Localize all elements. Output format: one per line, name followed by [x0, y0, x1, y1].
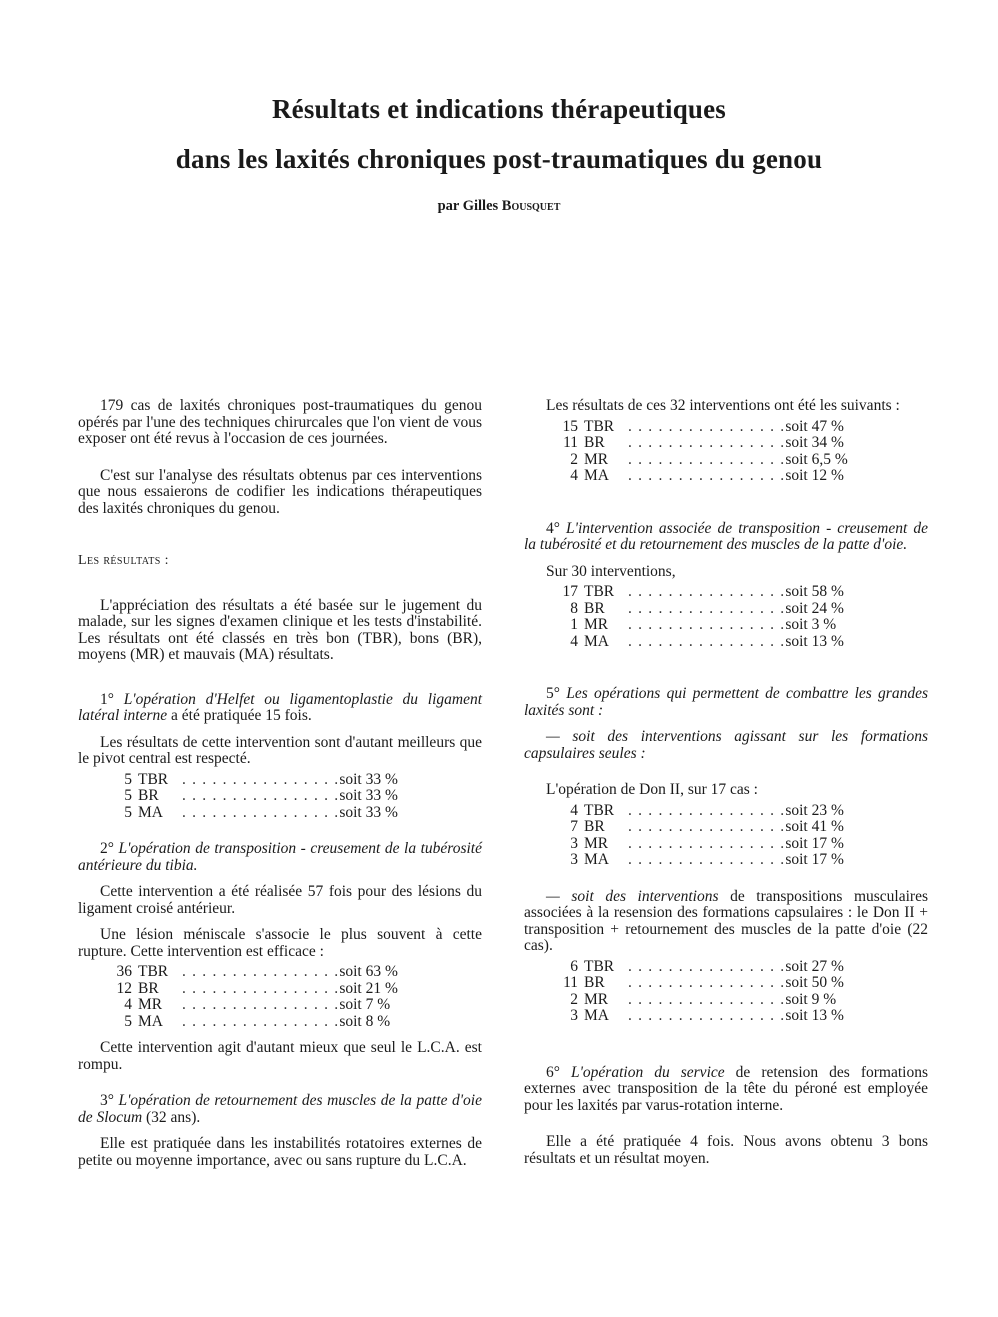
op3-results-intro: Les résultats de ces 32 interventions ont été les suivants : [546, 397, 900, 414]
result-value: soit 33 % [339, 787, 398, 804]
result-count: 36 [116, 963, 132, 980]
result-row [78, 788, 482, 805]
result-count: 7 [570, 818, 578, 835]
op3-title: L'opération de retournement des muscles de la patte d'oie de Slocum [78, 1092, 482, 1126]
dot-leader: . . . . . . . . . . . . . . . . [182, 980, 340, 997]
op5-results-table-1 [524, 803, 928, 869]
result-value: soit 9 % [785, 990, 837, 1008]
dot-leader: . . . . . . . . . . . . . . . . [628, 835, 786, 852]
op5-sub-2-italic: — soit des interventions [546, 887, 719, 905]
op4-text: Sur 30 interventions, [546, 562, 676, 580]
dot-leader: . . . . . . . . . . . . . . . . [628, 852, 786, 868]
result-count: 5 [124, 770, 132, 788]
result-row [524, 584, 928, 601]
result-count: 11 [563, 434, 578, 451]
result-row [524, 419, 928, 436]
dot-leader: . . . . . . . . . . . . . . . . [182, 1013, 340, 1030]
result-value: soit 13 % [785, 632, 844, 650]
result-row [78, 997, 482, 1014]
op1-title: L'opération d'Helfet ou ligamentoplastie du ligament latéral interne [78, 690, 483, 724]
op1-number: 1° [100, 690, 114, 708]
result-value: soit 23 % [785, 801, 844, 819]
result-category: TBR [584, 417, 615, 435]
result-value: soit 27 % [785, 957, 844, 975]
op1-rest: a été pratiquée 15 fois. [171, 707, 312, 724]
dot-leader: . . . . . . . . . . . . . . . . [628, 958, 786, 975]
title-line-1: Résultats et indications thérapeutiques [271, 94, 727, 124]
result-value: soit 33 % [339, 770, 398, 788]
result-count: 4 [570, 632, 578, 650]
result-value: soit 6,5 % [785, 450, 848, 468]
op6-number: 6° [546, 1063, 560, 1081]
result-value: soit 34 % [785, 434, 844, 451]
result-category: BR [138, 979, 159, 997]
result-row [524, 601, 928, 618]
op2-heading [78, 841, 482, 874]
op1-results-table [78, 772, 482, 822]
result-value: soit 3 % [785, 616, 837, 633]
dot-leader: . . . . . . . . . . . . . . . . [182, 804, 340, 821]
result-row [524, 819, 928, 836]
result-row [524, 803, 928, 820]
op4-heading [524, 521, 928, 554]
result-value: soit 8 % [339, 1012, 391, 1030]
result-count: 4 [570, 467, 578, 484]
dot-leader: . . . . . . . . . . . . . . . . [628, 418, 786, 435]
op5-sub-2 [524, 889, 928, 955]
result-value: soit 33 % [339, 803, 398, 821]
result-value: soit 17 % [785, 834, 844, 852]
op5-heading [524, 686, 928, 719]
dot-leader: . . . . . . . . . . . . . . . . [182, 997, 340, 1013]
result-row [78, 772, 482, 789]
result-row [524, 1008, 928, 1025]
result-row [524, 975, 928, 992]
result-category: TBR [584, 957, 615, 975]
author-name: Bousquet [501, 198, 561, 214]
result-count: 8 [570, 599, 578, 617]
right-column [524, 398, 928, 1167]
op4-number: 4° [546, 519, 560, 537]
op2-text-3: Cette intervention agit d'autant mieux que seul le L.C.A. est rompu. [78, 1039, 482, 1073]
result-value: soit 12 % [785, 467, 844, 484]
result-count: 4 [570, 801, 578, 819]
dot-leader: . . . . . . . . . . . . . . . . [628, 451, 786, 468]
result-category: MA [584, 632, 609, 650]
dot-leader: . . . . . . . . . . . . . . . . [628, 584, 786, 600]
op1-heading [78, 692, 482, 725]
result-row [524, 617, 928, 634]
result-category: MR [138, 996, 163, 1013]
result-category: TBR [138, 963, 169, 980]
op2-results-table [78, 964, 482, 1030]
op6-rest: de retension des formations externes avec transposition de la tête du péroné est employée pour les laxités par varus-rotation interne. [524, 1063, 929, 1114]
result-row [524, 452, 928, 469]
intro-paragraph-2: C'est sur l'analyse des résultats obtenus par ces interventions que nous essaierons de codifier les indications thérapeutiques des laxités chroniques du genou. [78, 466, 482, 517]
dot-leader: . . . . . . . . . . . . . . . . [628, 633, 786, 650]
result-count: 12 [116, 979, 132, 997]
result-row [78, 1014, 482, 1031]
op5-sub-2-rest: de transpositions musculaires associées à la resension des formations capsulaires : le Don II + transposition + retournement des muscles de la patte d'oie (22 cas). [524, 887, 929, 954]
result-count: 3 [570, 1007, 578, 1024]
result-value: soit 13 % [785, 1007, 844, 1024]
result-value: soit 47 % [785, 417, 844, 435]
result-count: 17 [562, 583, 578, 600]
result-count: 3 [570, 834, 578, 852]
op1-text: Les résultats de cette intervention sont d'autant meilleurs que le pivot central est respecté. [78, 733, 482, 767]
op3-results-table [524, 419, 928, 485]
result-value: soit 21 % [339, 979, 398, 997]
result-row [524, 836, 928, 853]
result-category: BR [138, 787, 159, 804]
result-row [524, 992, 928, 1009]
result-category: TBR [584, 583, 615, 600]
result-row [524, 959, 928, 976]
byline [0, 198, 998, 215]
op3-rest: (32 ans). [146, 1108, 201, 1126]
result-count: 2 [570, 990, 578, 1008]
byline-prefix: par Gilles [437, 198, 499, 214]
result-category: BR [584, 974, 605, 991]
result-count: 5 [124, 803, 132, 821]
op5-title: Les opérations qui permettent de combattre les grandes laxités sont : [524, 685, 929, 719]
result-value: soit 7 % [339, 996, 391, 1013]
op3-text: Elle est pratiquée dans les instabilités rotatoires externes de petite ou moyenne importance, avec ou sans rupture du L.C.A. [78, 1135, 482, 1169]
result-count: 3 [570, 851, 578, 868]
result-count: 11 [563, 974, 578, 991]
result-category: MA [584, 1007, 609, 1024]
dot-leader: . . . . . . . . . . . . . . . . [628, 617, 786, 633]
op5-sub-1: — soit des interventions agissant sur les formations capsulaires seules : [524, 728, 928, 762]
op5-text-1: L'opération de Don II, sur 17 cas : [546, 781, 758, 798]
op6-text: Elle a été pratiquée 4 fois. Nous avons obtenu 3 bons résultats et un résultat moyen. [524, 1133, 928, 1167]
result-category: BR [584, 599, 605, 617]
result-category: TBR [584, 801, 615, 819]
result-category: TBR [138, 770, 169, 788]
result-count: 6 [570, 957, 578, 975]
result-count: 15 [562, 417, 578, 435]
op6-title: L'opération du service [570, 1063, 725, 1081]
result-row [524, 435, 928, 452]
result-count: 2 [570, 450, 578, 468]
dot-leader: . . . . . . . . . . . . . . . . [628, 819, 786, 835]
result-category: MA [584, 467, 609, 484]
result-category: MR [584, 450, 609, 468]
result-category: MA [138, 1012, 163, 1030]
dot-leader: . . . . . . . . . . . . . . . . [628, 435, 786, 451]
result-value: soit 63 % [339, 963, 398, 980]
dot-leader: . . . . . . . . . . . . . . . . [182, 964, 340, 980]
dot-leader: . . . . . . . . . . . . . . . . [182, 788, 340, 804]
dot-leader: . . . . . . . . . . . . . . . . [628, 600, 786, 617]
op2-text-1: Cette intervention a été réalisée 57 fois pour des lésions du ligament croisé antérieur. [78, 883, 482, 917]
dot-leader: . . . . . . . . . . . . . . . . [628, 802, 786, 819]
dot-leader: . . . . . . . . . . . . . . . . [628, 1008, 786, 1024]
result-category: BR [584, 434, 605, 451]
op2-title: L'opération de transposition - creusement de la tubérosité antérieure du tibia. [78, 840, 482, 874]
op5-number: 5° [546, 685, 560, 702]
dot-leader: . . . . . . . . . . . . . . . . [182, 771, 340, 788]
intro-paragraph-1: 179 cas de laxités chroniques post-traumatiques du genou opérés par l'une des techniques chirurcales que l'on vient de vous exposer ont été revus à l'occasion de ces journées. [78, 397, 482, 447]
op5-results-table-2 [524, 959, 928, 1025]
op6-heading [524, 1065, 928, 1115]
dot-leader: . . . . . . . . . . . . . . . . [628, 468, 786, 484]
op3-heading [78, 1093, 482, 1126]
op4-title: L'intervention associée de transposition - creusement de la tubérosité et du retournement des muscles de la patte d'oie. [524, 519, 929, 553]
result-category: MA [138, 803, 163, 821]
result-count: 1 [570, 616, 578, 633]
result-row [78, 805, 482, 822]
op3-number: 3° [100, 1092, 114, 1109]
result-category: MR [584, 834, 609, 852]
left-column [78, 398, 482, 1169]
op2-number: 2° [100, 840, 114, 857]
result-category: MR [584, 990, 609, 1008]
result-row [524, 852, 928, 869]
title-line-2: dans les laxités chroniques post-traumatiques du genou [175, 144, 823, 174]
result-row [78, 981, 482, 998]
result-value: soit 24 % [785, 599, 844, 617]
op2-text-2: Une lésion méniscale s'associe le plus souvent à cette rupture. Cette intervention est efficace : [78, 926, 482, 960]
dot-leader: . . . . . . . . . . . . . . . . [628, 991, 786, 1008]
result-value: soit 17 % [785, 851, 844, 868]
op4-results-table [524, 584, 928, 650]
result-count: 5 [124, 1012, 132, 1030]
appraisal-paragraph: L'appréciation des résultats a été basée sur le jugement du malade, sur les signes d'examen clinique et les tests d'instabilité. Les résultats ont été classés en très bon (TBR), bons (BR), moyens (MR) et mauvais (MA) résultats. [78, 596, 482, 663]
dot-leader: . . . . . . . . . . . . . . . . [628, 975, 786, 991]
result-row [524, 468, 928, 485]
result-value: soit 41 % [785, 818, 844, 835]
result-row [524, 634, 928, 651]
result-category: MR [584, 616, 609, 633]
section-heading: Les résultats : [78, 553, 169, 568]
result-count: 4 [124, 996, 132, 1013]
result-value: soit 50 % [785, 974, 844, 991]
result-count: 5 [124, 787, 132, 804]
result-category: BR [584, 818, 605, 835]
result-row [78, 964, 482, 981]
result-category: MA [584, 851, 609, 868]
result-value: soit 58 % [785, 583, 844, 600]
